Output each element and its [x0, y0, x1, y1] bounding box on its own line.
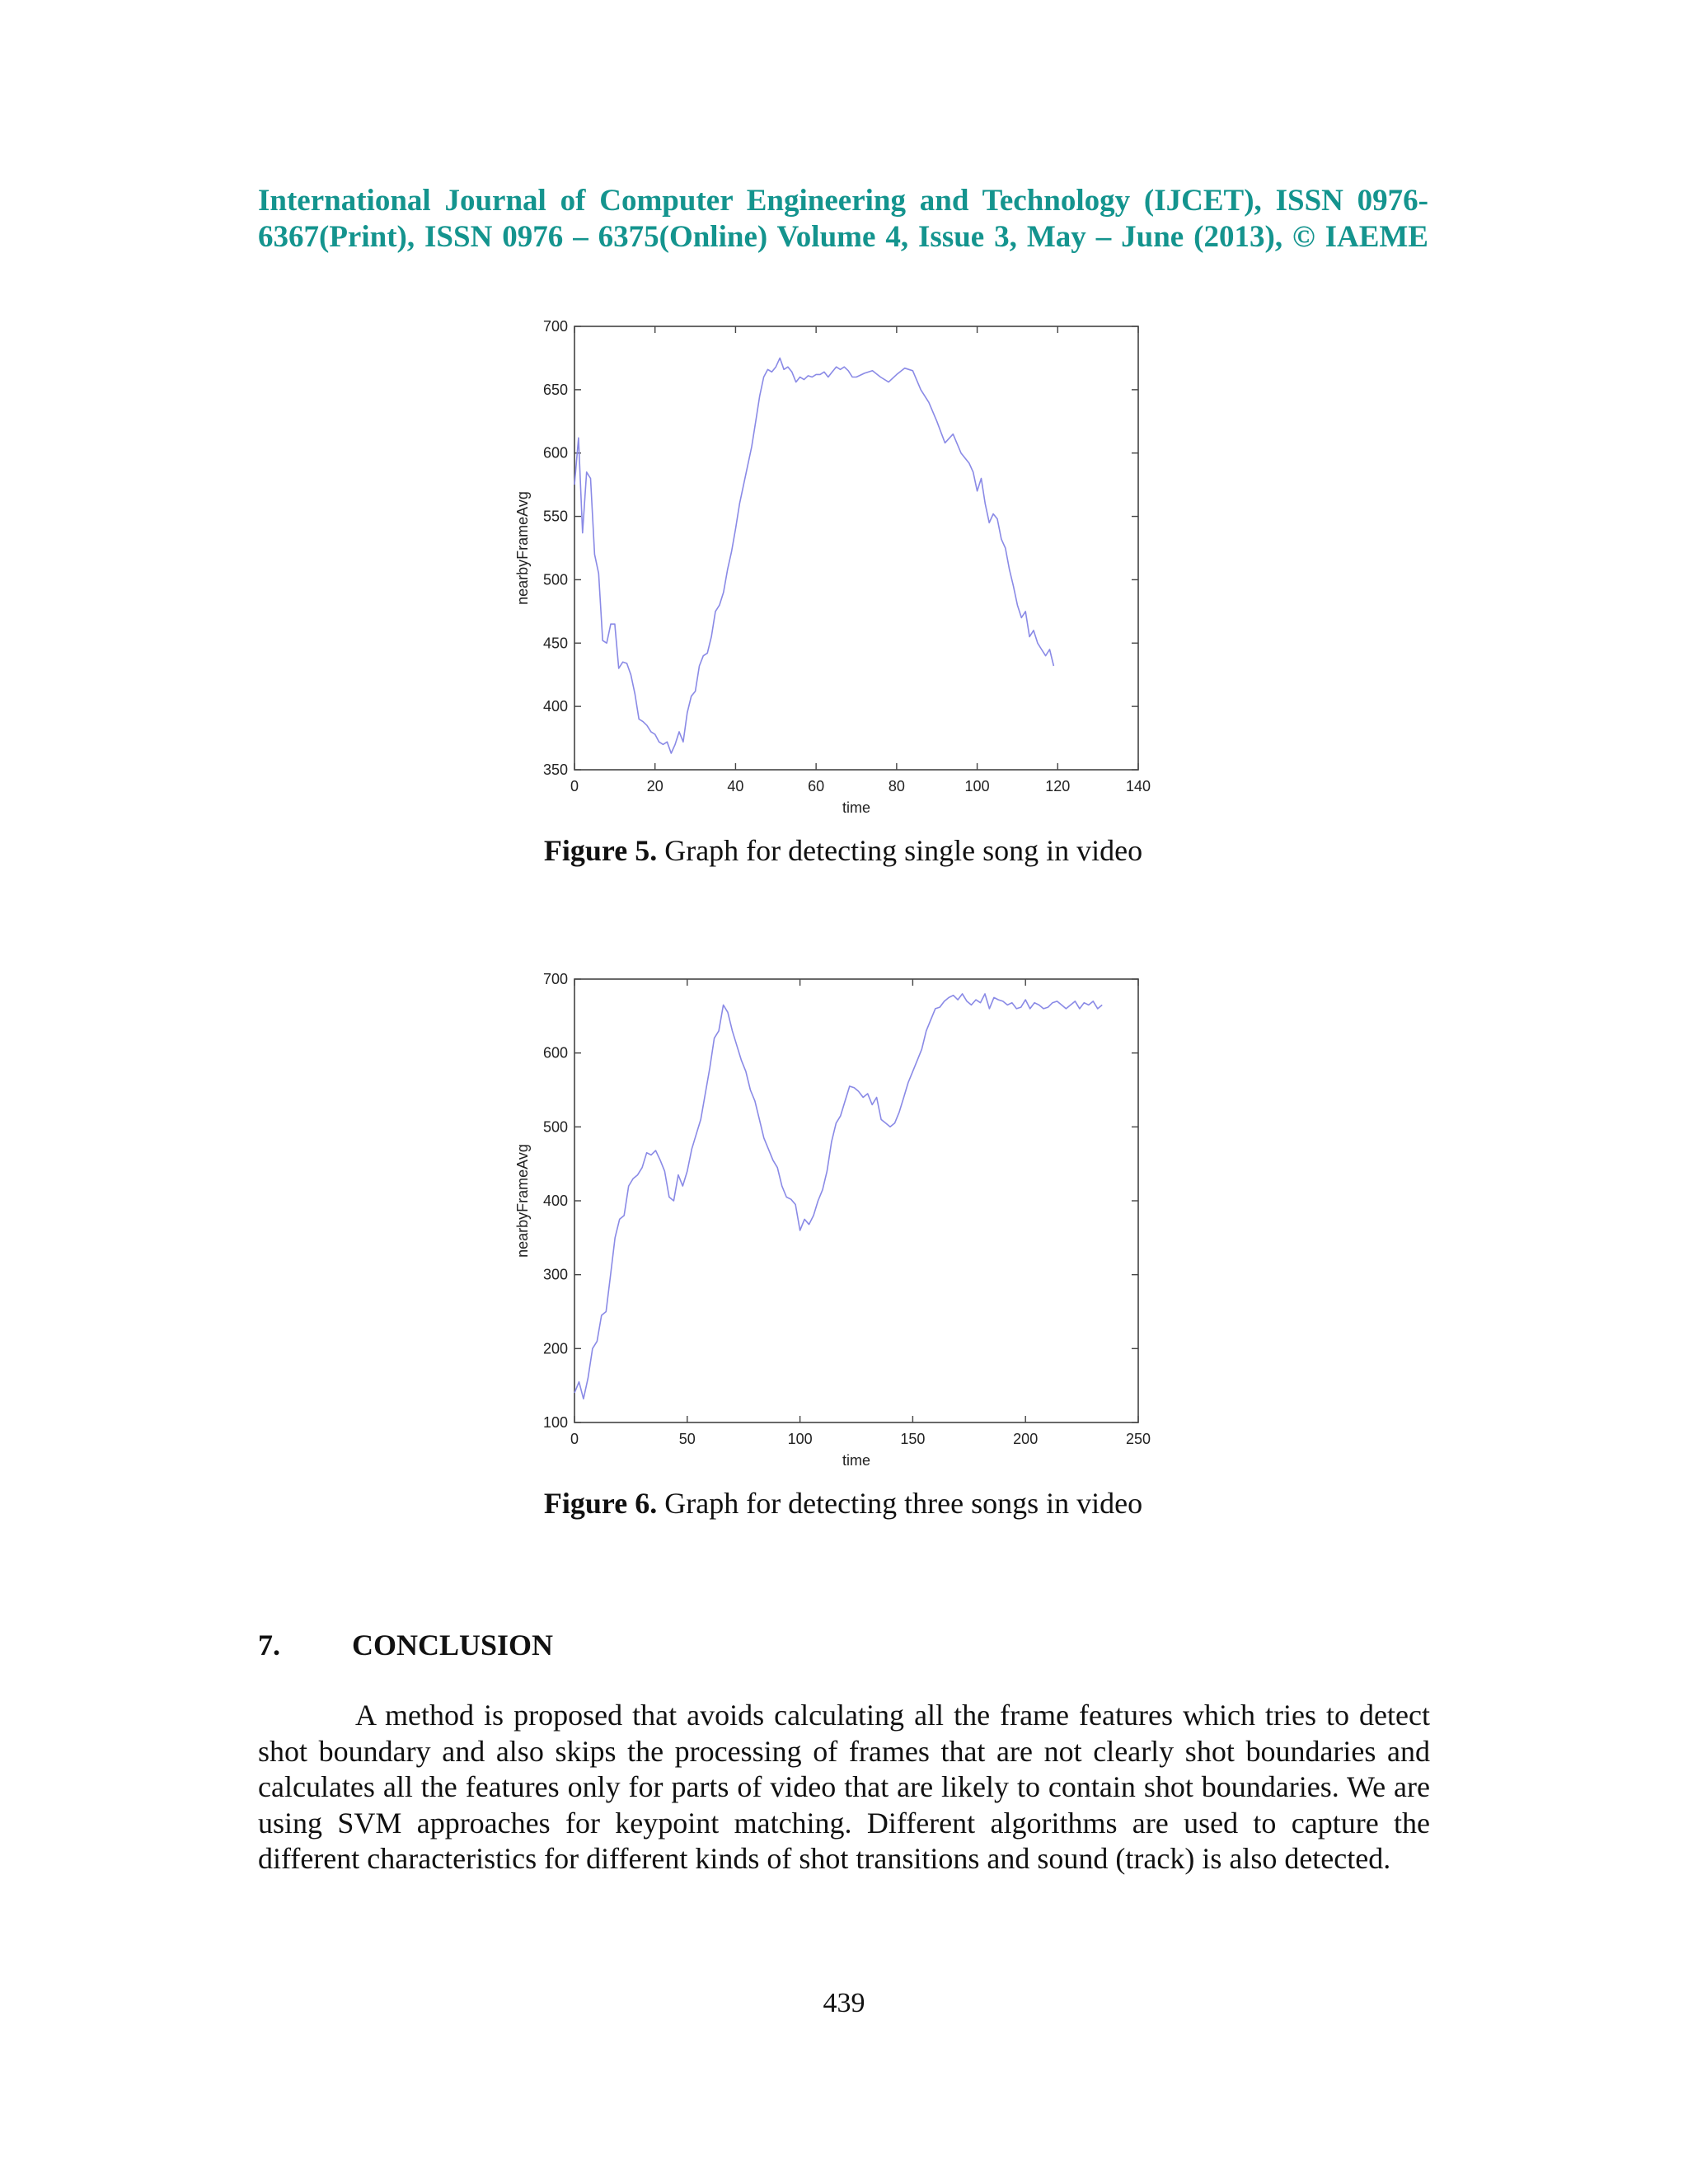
y-tick-label: 700	[542, 971, 568, 987]
x-tick-label: 50	[678, 1431, 696, 1447]
x-tick-label: 40	[727, 778, 744, 794]
x-tick-label: 0	[570, 1431, 579, 1447]
x-tick-label: 100	[964, 778, 990, 794]
y-tick-label: 200	[542, 1340, 568, 1357]
x-tick-label: 200	[1013, 1431, 1039, 1447]
figure-5-caption-text: Graph for detecting single song in video	[657, 834, 1143, 867]
y-axis-label: nearbyFrameAvg	[514, 1144, 531, 1258]
journal-header-line-1: International Journal of Computer Engineering and Technology (IJCET), ISSN 0976-	[258, 184, 1428, 218]
y-tick-label: 600	[542, 1044, 568, 1062]
y-axis-label: nearbyFrameAvg	[514, 491, 531, 605]
y-tick-label: 500	[542, 571, 568, 588]
figure-5-caption-label: Figure 5.	[543, 834, 658, 867]
figure-6-caption-label: Figure 6.	[543, 1487, 658, 1520]
y-tick-label: 450	[542, 635, 568, 652]
x-axis-label: time	[842, 1452, 871, 1469]
x-tick-label: 150	[900, 1431, 926, 1447]
x-tick-label: 250	[1125, 1431, 1151, 1447]
y-tick-label: 650	[542, 381, 568, 398]
y-tick-label: 700	[542, 318, 568, 335]
x-tick-label: 140	[1125, 778, 1151, 794]
x-tick-label: 100	[787, 1431, 813, 1447]
figure-6-caption	[258, 1485, 1428, 1521]
y-tick-label: 600	[542, 444, 568, 462]
journal-header	[258, 183, 1428, 255]
y-tick-label: 300	[542, 1266, 568, 1283]
figure-6-plot	[495, 966, 1170, 1477]
x-axis-label: time	[842, 799, 871, 816]
plot-frame	[574, 326, 1138, 770]
section-heading	[258, 1628, 553, 1662]
section-number: 7.	[258, 1629, 280, 1661]
figure-5-plot	[495, 313, 1170, 824]
section-title: CONCLUSION	[352, 1629, 554, 1661]
figure-5-caption	[258, 832, 1428, 869]
journal-header-line-2: 6367(Print), ISSN 0976 – 6375(Online) Volume 4, Issue 3, May – June (2013), © IAEME	[258, 220, 1428, 254]
x-tick-label: 20	[646, 778, 663, 794]
figure-5-chart	[495, 313, 1170, 824]
y-tick-label: 400	[542, 1193, 568, 1209]
y-tick-label: 100	[542, 1414, 568, 1431]
x-tick-label: 120	[1045, 778, 1071, 794]
plot-frame	[574, 979, 1138, 1422]
y-tick-label: 400	[542, 698, 568, 715]
x-tick-label: 60	[808, 778, 825, 794]
figure-6-chart	[495, 966, 1170, 1477]
y-tick-label: 500	[542, 1118, 568, 1136]
figure-6-caption-text: Graph for detecting three songs in video	[657, 1487, 1143, 1520]
x-tick-label: 0	[570, 778, 579, 794]
page-number: 439	[823, 1988, 865, 2018]
y-tick-label: 350	[542, 762, 568, 778]
x-tick-label: 80	[888, 778, 905, 794]
conclusion-paragraph: A method is proposed that avoids calculating all the frame features which tries to detect shot boundary and also skips the processing of frames that are not clearly shot boundaries and calculates all the features only for parts of video that are likely to contain shot boundaries. We are using SVM approaches for keypoint matching. Different algorithms are used to capture the different characteristics for different kinds of shot transitions and sound (track) is also detected.	[258, 1699, 1430, 1875]
y-tick-label: 550	[542, 508, 568, 525]
